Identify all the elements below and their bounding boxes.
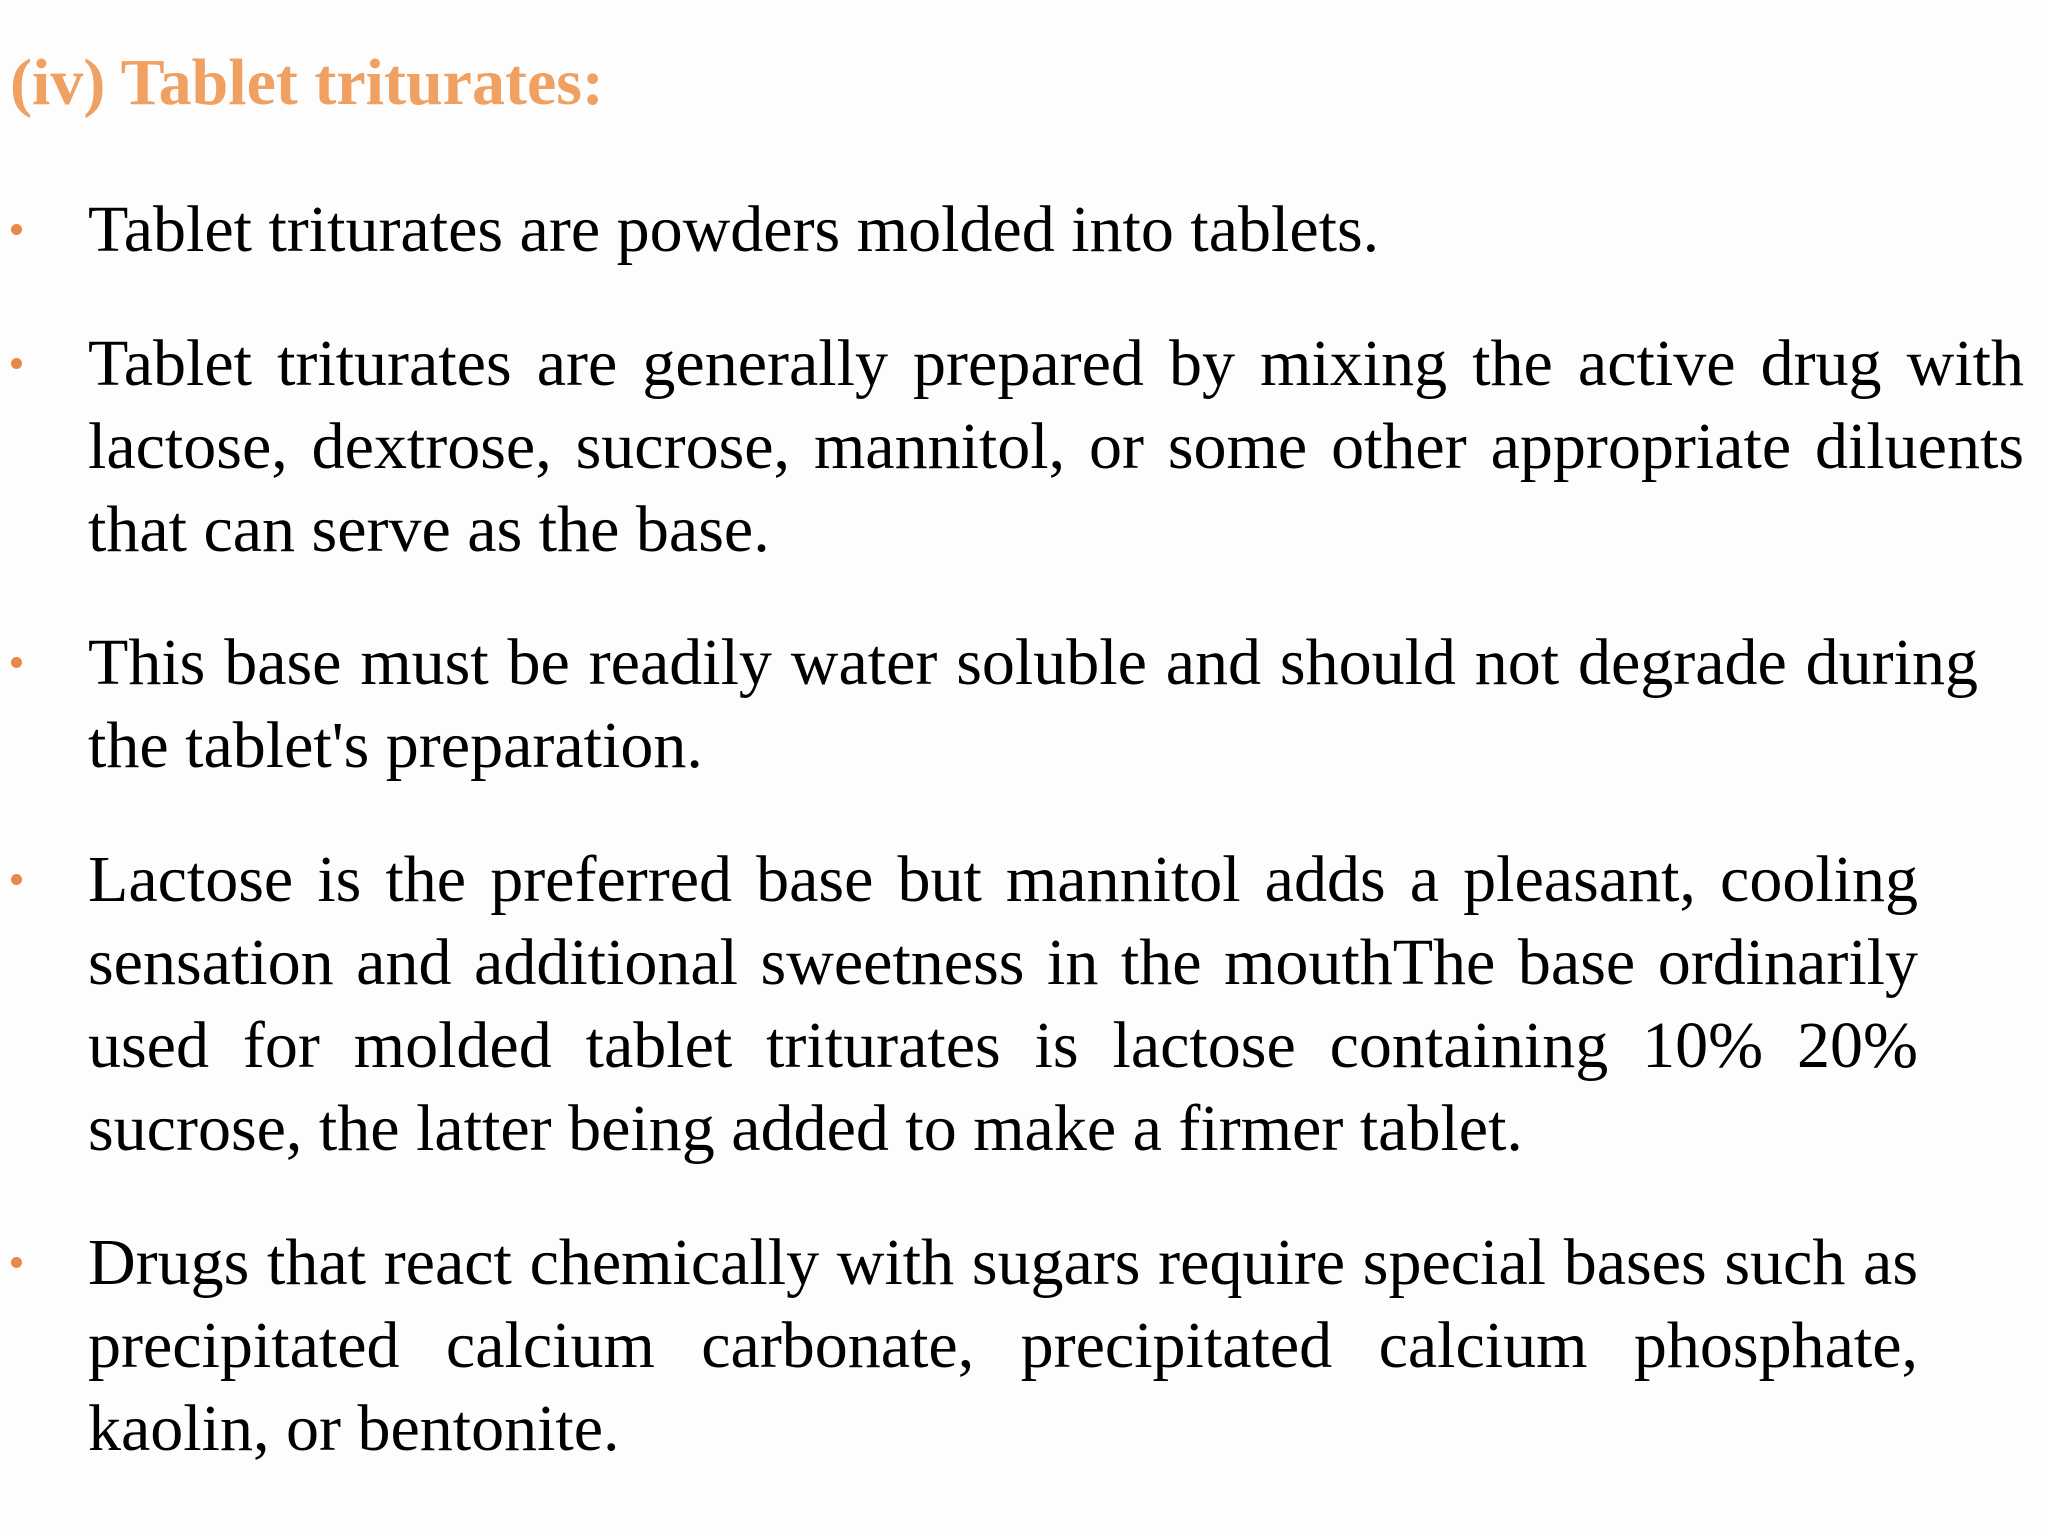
bullet-dot-icon (11, 224, 22, 235)
bullet-text: Tablet triturates are powders molded into tablets. (88, 193, 1380, 266)
bullet-text: This base must be readily water soluble and should not degrade during the tablet's preparation. (88, 626, 1978, 782)
bullet-text: Tablet triturates are generally prepared by mixing the active drug with lactose, dextrose, sucrose, mannitol, or some other appropriate diluents that can serve as the base. (88, 327, 2024, 566)
bullet-text: Lactose is the preferred base but mannitol adds a pleasant, cooling sensation and additional sweetness in the mouthThe base ordinarily used for molded tablet triturates is lactose containing 10% 20% sucrose, the latter being added to make a firmer tablet. (88, 843, 1918, 1165)
bullet-dot-icon (11, 1257, 22, 1268)
slide-title: (iv) Tablet triturates: (10, 46, 604, 119)
bullet-text: Drugs that react chemically with sugars require special bases such as precipitated calcium carbonate, precipitated calcium phosphate, kaolin, or bentonite. (88, 1226, 1918, 1465)
bullet-dot-icon (11, 358, 22, 369)
bullet-dot-icon (11, 657, 22, 668)
bullet-dot-icon (11, 874, 22, 885)
